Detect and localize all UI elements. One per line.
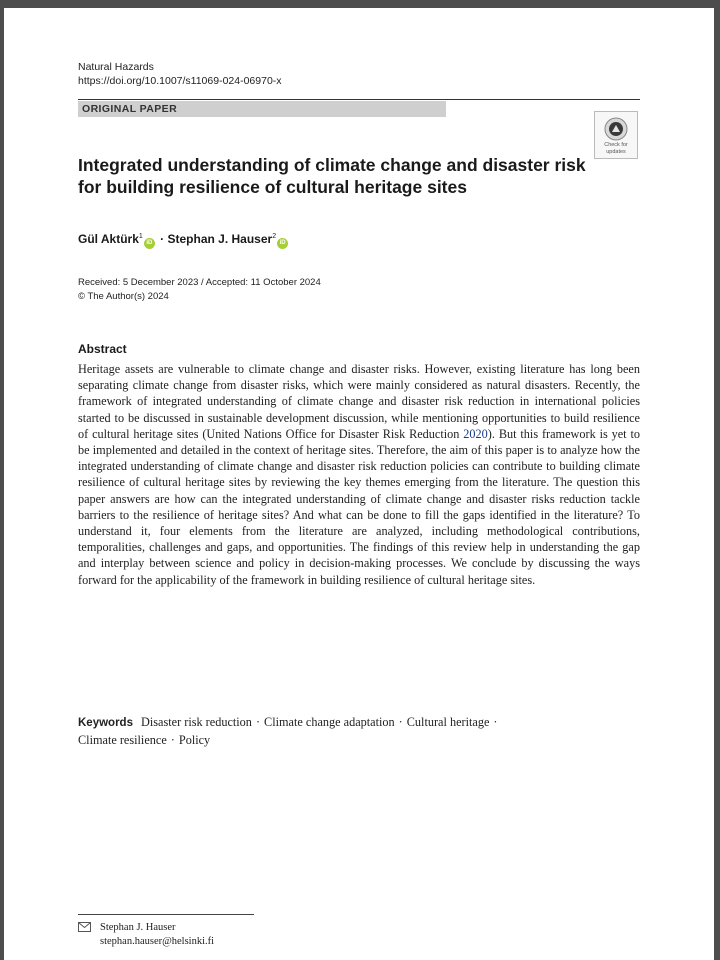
- keyword: Disaster risk reduction: [141, 715, 252, 729]
- keyword-separator: ·: [398, 715, 403, 729]
- keyword: Climate resilience: [78, 733, 167, 747]
- header-rule: [78, 99, 640, 100]
- received-accepted-dates: Received: 5 December 2023 / Accepted: 11 October 2024: [78, 277, 321, 288]
- author-affiliation: 2: [272, 233, 277, 240]
- keyword: Policy: [178, 733, 211, 747]
- author-list: [78, 229, 290, 249]
- check-for-updates-line2: updates: [606, 149, 626, 155]
- envelope-icon: [78, 922, 91, 932]
- footnote-rule: [78, 914, 254, 915]
- doi-link[interactable]: https://doi.org/10.1007/s11069-024-06970-x: [78, 75, 282, 87]
- journal-name: Natural Hazards: [78, 61, 154, 73]
- paper-page: [4, 8, 714, 960]
- copyright: © The Author(s) 2024: [78, 291, 169, 302]
- author-name[interactable]: Gül Aktürk: [78, 232, 139, 246]
- paper-title: Integrated understanding of climate change and disaster risk for building resilience of cultural heritage sites: [78, 155, 586, 197]
- abstract-text-part2: ). But this framework is yet to be implemented and detailed in the context of heritage sites. Therefore, the aim of this paper is to analyze how the integrated understanding of climate change and disaster risk reduction policies can contribute to building climate resilience of cultural heritage sites by reviewing the key themes emerging from the literature. The question this paper answers are how can the integrated understanding of climate change and disaster risks reduction tackle barriers to the resilience of heritage sites? And what can be done to fill the gaps identified in the literature? To understand it, four elements from the literature are analyzed, including methodological contributions, temporalities, challenges and gaps, and opportunities. The findings of this review help in understanding the gap and interplay between science and policy in decision-making processes. We conclude by discussing the ways forward for the applicability of the framework in building resilience of cultural heritage sites.: [78, 426, 640, 587]
- keyword-separator: ·: [170, 733, 175, 747]
- keyword-separator: ·: [493, 715, 498, 729]
- publication-dates: [78, 276, 321, 304]
- correspondence: [78, 921, 214, 949]
- keyword: Climate change adaptation: [264, 715, 395, 729]
- keywords: [78, 714, 640, 749]
- orcid-icon[interactable]: iD: [277, 238, 288, 249]
- author-separator: ·: [160, 232, 165, 246]
- abstract-heading: Abstract: [78, 342, 127, 356]
- author-affiliation: 1: [138, 233, 143, 240]
- keyword: Cultural heritage: [406, 715, 490, 729]
- keyword-separator: ·: [255, 715, 261, 729]
- check-for-updates-line1: Check for: [604, 142, 628, 148]
- abstract-text-part1: Heritage assets are vulnerable to climate change and disaster risks. However, existing literature has long been separating climate change from disaster risks, which were mainly considered as natural disasters. Recently, the framework of integrated understanding of climate change and disaster risk reduction in international policies started to be discussed in sustainable development discussion, while mentioning opportunities to build resilience of cultural heritage sites (United Nations Office for Disaster Risk Reduction: [78, 362, 640, 441]
- correspondence-email[interactable]: stephan.hauser@helsinki.fi: [100, 936, 215, 947]
- author-name[interactable]: Stephan J. Hauser: [167, 232, 273, 246]
- orcid-icon[interactable]: iD: [144, 238, 155, 249]
- journal-info: [78, 60, 282, 88]
- check-for-updates-badge[interactable]: [594, 111, 638, 159]
- keywords-label: Keywords: [78, 717, 133, 729]
- article-type-banner: ORIGINAL PAPER: [78, 101, 446, 117]
- citation-link[interactable]: 2020: [463, 426, 488, 441]
- correspondence-name: Stephan J. Hauser: [100, 922, 176, 933]
- check-for-updates-icon: [604, 117, 628, 141]
- abstract-text: [78, 361, 640, 588]
